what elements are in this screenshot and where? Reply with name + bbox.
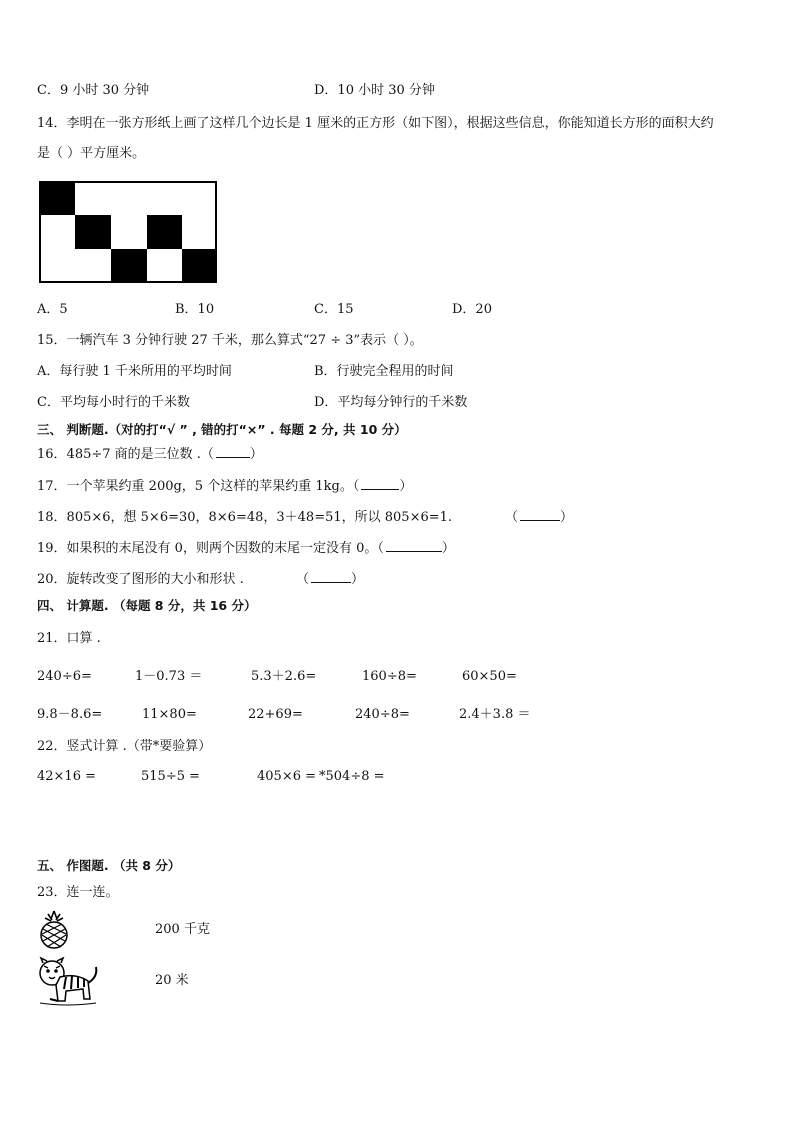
q22-label: 22．竖式计算 .（带*要验算）	[37, 739, 212, 754]
q16-line	[37, 446, 263, 464]
q20-answer-blank[interactable]	[311, 582, 351, 583]
q16-close: ）	[249, 447, 263, 462]
q20-open: （	[296, 572, 310, 587]
q14-option-c: C．15	[314, 302, 354, 317]
pineapple-icon	[37, 909, 71, 949]
q23-label: 23．连一连。	[37, 885, 119, 900]
q18-line	[37, 509, 452, 527]
oral-calc-item: 2.4＋3.8 ＝	[459, 707, 531, 722]
q20-close: ）	[351, 572, 365, 587]
unit-square	[40, 182, 75, 215]
section4-heading: 四、 计算题. （每题 8 分，共 16 分）	[37, 598, 257, 613]
unit-square	[111, 249, 147, 282]
q15-option-b: B．行驶完全程用的时间	[314, 364, 454, 379]
oral-calc-item: 22+69=	[248, 707, 303, 722]
q17-close: ）	[399, 479, 413, 494]
oral-calc-item: 1－0.73 ＝	[135, 669, 203, 684]
unit-square	[182, 249, 216, 282]
q14-stem-line1: 14．李明在一张方形纸上画了这样几个边长是 1 厘米的正方形（如下图），根据这些信息，你能知道长方形的面积大约	[37, 116, 714, 131]
q17-line	[37, 478, 412, 496]
q18-answer-blank[interactable]	[520, 520, 560, 521]
q17-answer-blank[interactable]	[361, 489, 399, 490]
q19-answer-blank[interactable]	[386, 551, 442, 552]
unit-square	[147, 215, 182, 249]
match-item-weight: 200 千克	[155, 922, 210, 937]
unit-square	[75, 215, 111, 249]
oral-calc-item: 11×80=	[142, 707, 197, 722]
q15-stem: 15．一辆汽车 3 分钟行驶 27 千米，那么算式“27 ÷ 3”表示（ ）。	[37, 333, 423, 348]
q19-text: 19．如果积的末尾没有 0，则两个因数的末尾一定没有 0。（	[37, 541, 384, 556]
match-item-length: 20 米	[155, 973, 189, 988]
q13-option-d: D．10 小时 30 分钟	[314, 83, 435, 98]
q14-stem-line2: 是（ ）平方厘米。	[37, 146, 146, 161]
oral-calc-item: 60×50=	[462, 669, 517, 684]
q15-option-c: C．平均每小时行的千米数	[37, 395, 190, 410]
q13-option-c: C．9 小时 30 分钟	[37, 83, 150, 98]
q18-answer	[505, 509, 573, 527]
section3-heading: 三、 判断题.（对的打“√ ” , 错的打“×” . 每题 2 分, 共 10 分）	[37, 422, 407, 437]
q15-option-a: A．每行驶 1 千米所用的平均时间	[37, 364, 232, 379]
vertical-calc-item: 515÷5 =	[141, 769, 201, 784]
q19-line	[37, 540, 455, 558]
q14-option-d: D．20	[452, 302, 492, 317]
vertical-calc-item: *504÷8 =	[319, 769, 385, 784]
q16-text: 16．485÷7 商的是三位数 .（	[37, 447, 214, 462]
q15-option-d: D．平均每分钟行的千米数	[314, 395, 468, 410]
section5-heading: 五、 作图题. （共 8 分）	[37, 858, 181, 873]
q19-close: ）	[441, 541, 455, 556]
q18-open: （	[505, 510, 519, 525]
q20-text: 20．旋转改变了图形的大小和形状 .	[37, 572, 244, 587]
q17-text: 17．一个苹果约重 200g，5 个这样的苹果约重 1kg。（	[37, 479, 360, 494]
q18-close: ）	[560, 510, 574, 525]
oral-calc-item: 160÷8=	[362, 669, 417, 684]
q18-text: 18．805×6，想 5×6=30，8×6=48，3＋48=51，所以 805×6=1.	[37, 510, 453, 525]
vertical-calc-item: 405×6 =	[257, 769, 317, 784]
oral-calc-item: 240÷6=	[37, 669, 92, 684]
q14-option-b: B．10	[175, 302, 215, 317]
rectangle-squares-figure	[39, 181, 217, 283]
q21-label: 21．口算 .	[37, 631, 101, 646]
oral-calc-item: 5.3＋2.6=	[251, 669, 317, 684]
oral-calc-item: 240÷8=	[355, 707, 410, 722]
oral-calc-item: 9.8－8.6=	[37, 707, 103, 722]
q20-line	[37, 571, 244, 589]
tiger-icon	[36, 955, 102, 1011]
q20-answer	[296, 571, 364, 589]
q16-answer-blank[interactable]	[216, 457, 250, 458]
q14-option-a: A．5	[37, 302, 68, 317]
vertical-calc-item: 42×16 =	[37, 769, 97, 784]
